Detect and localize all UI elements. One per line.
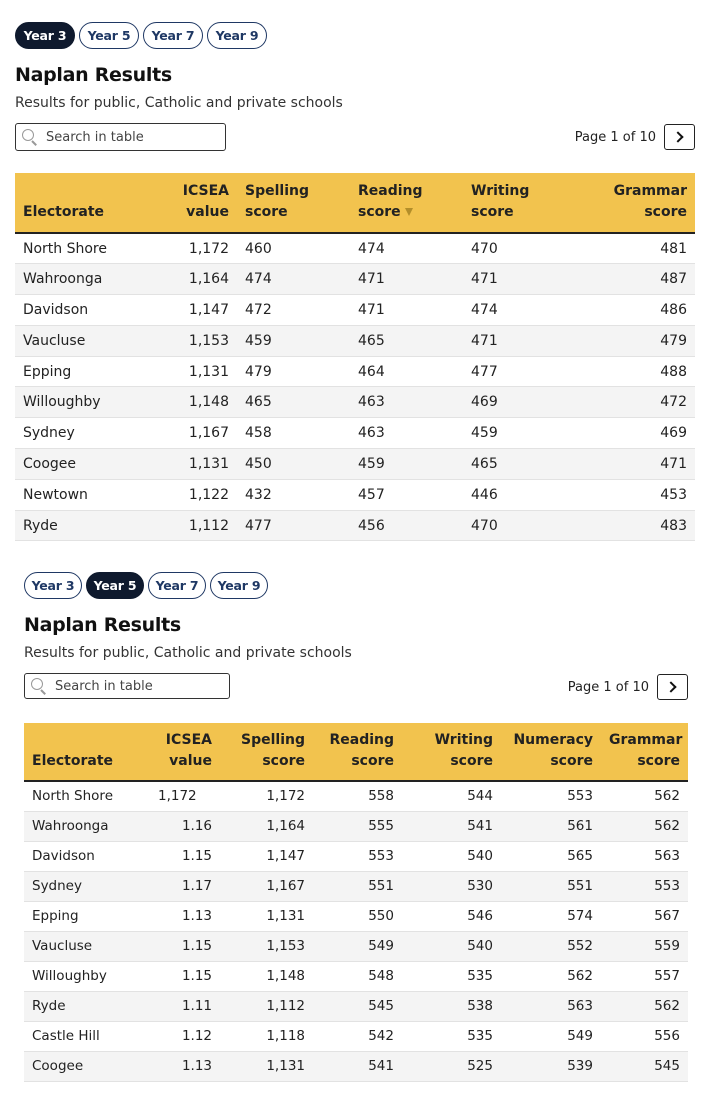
- table-row: [24, 991, 688, 1021]
- table-cell: 1.15: [151, 931, 220, 961]
- table-cell: 479: [565, 325, 695, 356]
- col-header-reading[interactable]: Reading score: [350, 173, 463, 233]
- table-row: [24, 961, 688, 991]
- cell-electorate: Newtown: [15, 479, 150, 510]
- next-page-button[interactable]: [664, 124, 695, 150]
- table-cell: 1,153: [150, 325, 237, 356]
- table-cell: 545: [313, 991, 402, 1021]
- table-cell: 456: [350, 510, 463, 541]
- table-controls: [15, 123, 695, 153]
- col-header-icsea[interactable]: ICSEA value: [150, 173, 237, 233]
- cell-electorate: Epping: [15, 356, 150, 387]
- table-row: [15, 356, 695, 387]
- table-cell: 545: [601, 1051, 688, 1081]
- year-tabs: [15, 22, 695, 49]
- table-row: [15, 449, 695, 480]
- table-cell: 472: [237, 295, 350, 326]
- tab-year-3[interactable]: Year 3: [24, 572, 82, 599]
- col-header-writing[interactable]: Writing score: [463, 173, 565, 233]
- table-cell: 549: [313, 931, 402, 961]
- sort-desc-icon: [405, 208, 413, 216]
- col-header-writing[interactable]: Writing score: [402, 723, 501, 781]
- table-cell: 488: [565, 356, 695, 387]
- table-cell: 540: [402, 841, 501, 871]
- naplan-widget-year3: [15, 22, 695, 541]
- table-body: [24, 781, 688, 1081]
- cell-electorate: Davidson: [15, 295, 150, 326]
- col-header-numeracy[interactable]: Numeracy score: [501, 723, 601, 781]
- table-cell: 535: [402, 1021, 501, 1051]
- pagination: [575, 123, 695, 151]
- table-cell: 469: [463, 387, 565, 418]
- table-cell: 1.13: [151, 901, 220, 931]
- cell-electorate: Coogee: [15, 449, 150, 480]
- table-cell: 1,164: [150, 264, 237, 295]
- table-cell: 549: [501, 1021, 601, 1051]
- table-cell: 562: [501, 961, 601, 991]
- table-row: [24, 811, 688, 841]
- table-cell: 565: [501, 841, 601, 871]
- table-cell: 465: [350, 325, 463, 356]
- table-cell: 557: [601, 961, 688, 991]
- cell-electorate: Vaucluse: [15, 325, 150, 356]
- table-cell: 1,172: [220, 781, 313, 811]
- tab-year-9[interactable]: Year 9: [210, 572, 268, 599]
- table-cell: 553: [313, 841, 402, 871]
- table-cell: 551: [313, 871, 402, 901]
- table-cell: 542: [313, 1021, 402, 1051]
- table-cell: 558: [313, 781, 402, 811]
- table-row: [15, 510, 695, 541]
- col-header-grammar[interactable]: Grammar score: [565, 173, 695, 233]
- table-cell: 474: [237, 264, 350, 295]
- table-cell: 471: [463, 325, 565, 356]
- table-cell: 556: [601, 1021, 688, 1051]
- table-cell: 459: [463, 418, 565, 449]
- table-cell: 463: [350, 387, 463, 418]
- table-cell: 460: [237, 233, 350, 264]
- table-cell: 432: [237, 479, 350, 510]
- table-cell: 1.16: [151, 811, 220, 841]
- table-cell: 553: [501, 781, 601, 811]
- table-row: [24, 781, 688, 811]
- table-cell: 1,131: [220, 901, 313, 931]
- cell-electorate: Wahroonga: [24, 811, 151, 841]
- table-cell: 1,131: [150, 449, 237, 480]
- table-cell: 1,131: [220, 1051, 313, 1081]
- col-header-icsea[interactable]: ICSEA value: [151, 723, 220, 781]
- tab-year-5[interactable]: Year 5: [86, 572, 144, 599]
- table-cell: 446: [463, 479, 565, 510]
- table-cell: 1,112: [220, 991, 313, 1021]
- col-header-grammar[interactable]: Grammar score: [601, 723, 688, 781]
- table-cell: 562: [601, 781, 688, 811]
- table-cell: 465: [237, 387, 350, 418]
- col-header-spelling[interactable]: Spelling score: [237, 173, 350, 233]
- tab-year-7[interactable]: Year 7: [148, 572, 206, 599]
- table-cell: 1,147: [150, 295, 237, 326]
- results-table: [15, 173, 695, 541]
- table-title: Naplan Results: [15, 64, 172, 86]
- table-cell: 563: [601, 841, 688, 871]
- table-controls: [24, 673, 688, 703]
- table-cell: 465: [463, 449, 565, 480]
- table-cell: 1,164: [220, 811, 313, 841]
- naplan-widget-year5: [24, 572, 688, 1082]
- cell-electorate: Epping: [24, 901, 151, 931]
- table-cell: 471: [463, 264, 565, 295]
- cell-electorate: Willoughby: [24, 961, 151, 991]
- year-tabs: [24, 572, 688, 599]
- cell-electorate: Wahroonga: [15, 264, 150, 295]
- table-cell: 481: [565, 233, 695, 264]
- table-row: [24, 841, 688, 871]
- table-cell: 1,167: [220, 871, 313, 901]
- table-cell: 1.11: [151, 991, 220, 1021]
- table-cell: 1.12: [151, 1021, 220, 1051]
- table-cell: 469: [565, 418, 695, 449]
- table-cell: 477: [463, 356, 565, 387]
- cell-electorate: Willoughby: [15, 387, 150, 418]
- next-page-button[interactable]: [657, 674, 688, 700]
- table-cell: 477: [237, 510, 350, 541]
- page-indicator: Page 1 of 10: [567, 679, 649, 695]
- table-header-row: [24, 723, 688, 781]
- cell-electorate: Davidson: [24, 841, 151, 871]
- table-cell: 539: [501, 1051, 601, 1081]
- search-icon: [31, 678, 47, 694]
- table-cell: 1,172: [151, 781, 220, 811]
- search-input[interactable]: [55, 679, 215, 694]
- table-cell: 474: [350, 233, 463, 264]
- search-box[interactable]: [15, 123, 226, 151]
- table-cell: 562: [601, 991, 688, 1021]
- table-row: [15, 233, 695, 264]
- table-cell: 483: [565, 510, 695, 541]
- pagination: [568, 673, 688, 701]
- table-cell: 563: [501, 991, 601, 1021]
- table-cell: 471: [350, 264, 463, 295]
- table-cell: 1.13: [151, 1051, 220, 1081]
- table-cell: 1,131: [150, 356, 237, 387]
- search-box[interactable]: [24, 673, 230, 699]
- table-title: Naplan Results: [24, 614, 181, 636]
- table-body: [15, 233, 695, 541]
- table-cell: 1,147: [220, 841, 313, 871]
- table-row: [15, 479, 695, 510]
- cell-electorate: Vaucluse: [24, 931, 151, 961]
- table-subtitle: Results for public, Catholic and private schools: [24, 645, 352, 661]
- table-cell: 562: [601, 811, 688, 841]
- table-cell: 540: [402, 931, 501, 961]
- table-cell: 450: [237, 449, 350, 480]
- table-cell: 1,153: [220, 931, 313, 961]
- table-cell: 535: [402, 961, 501, 991]
- table-cell: 471: [350, 295, 463, 326]
- cell-electorate: Castle Hill: [24, 1021, 151, 1051]
- chevron-right-icon: [665, 681, 676, 692]
- table-cell: 458: [237, 418, 350, 449]
- cell-electorate: Coogee: [24, 1051, 151, 1081]
- table-row: [15, 418, 695, 449]
- tab-year-9[interactable]: Year 9: [207, 22, 267, 49]
- table-cell: 561: [501, 811, 601, 841]
- table-cell: 552: [501, 931, 601, 961]
- table-cell: 459: [350, 449, 463, 480]
- cell-electorate: North Shore: [15, 233, 150, 264]
- results-table: [24, 723, 688, 1082]
- table-subtitle: Results for public, Catholic and private schools: [15, 95, 343, 111]
- table-cell: 474: [463, 295, 565, 326]
- table-cell: 457: [350, 479, 463, 510]
- table-cell: 559: [601, 931, 688, 961]
- table-cell: 472: [565, 387, 695, 418]
- table-cell: 1,148: [220, 961, 313, 991]
- table-header-row: [15, 173, 695, 233]
- table-cell: 464: [350, 356, 463, 387]
- table-cell: 486: [565, 295, 695, 326]
- table-cell: 541: [402, 811, 501, 841]
- table-cell: 574: [501, 901, 601, 931]
- tab-year-5[interactable]: Year 5: [79, 22, 139, 49]
- table-cell: 470: [463, 233, 565, 264]
- table-cell: 1.17: [151, 871, 220, 901]
- table-cell: 1,118: [220, 1021, 313, 1051]
- table-cell: 530: [402, 871, 501, 901]
- table-row: [15, 295, 695, 326]
- table-cell: 550: [313, 901, 402, 931]
- table-cell: 479: [237, 356, 350, 387]
- table-cell: 459: [237, 325, 350, 356]
- table-row: [24, 1051, 688, 1081]
- table-row: [15, 264, 695, 295]
- cell-electorate: Sydney: [24, 871, 151, 901]
- table-cell: 1,172: [150, 233, 237, 264]
- table-cell: 553: [601, 871, 688, 901]
- col-header-electorate[interactable]: Electorate: [15, 173, 150, 233]
- table-cell: 541: [313, 1051, 402, 1081]
- table-cell: 1,148: [150, 387, 237, 418]
- table-cell: 470: [463, 510, 565, 541]
- table-cell: 453: [565, 479, 695, 510]
- table-cell: 471: [565, 449, 695, 480]
- cell-electorate: Ryde: [24, 991, 151, 1021]
- table-row: [24, 1021, 688, 1051]
- cell-electorate: Ryde: [15, 510, 150, 541]
- cell-electorate: North Shore: [24, 781, 151, 811]
- table-row: [15, 325, 695, 356]
- table-row: [24, 901, 688, 931]
- col-header-reading[interactable]: Reading score: [313, 723, 402, 781]
- tab-year-7[interactable]: Year 7: [143, 22, 203, 49]
- table-cell: 1,122: [150, 479, 237, 510]
- table-cell: 548: [313, 961, 402, 991]
- table-cell: 538: [402, 991, 501, 1021]
- table-row: [24, 931, 688, 961]
- tab-year-3[interactable]: Year 3: [15, 22, 75, 49]
- table-cell: 567: [601, 901, 688, 931]
- table-cell: 551: [501, 871, 601, 901]
- table-cell: 463: [350, 418, 463, 449]
- table-cell: 544: [402, 781, 501, 811]
- col-header-spelling[interactable]: Spelling score: [220, 723, 313, 781]
- table-row: [24, 871, 688, 901]
- table-cell: 1.15: [151, 841, 220, 871]
- search-icon: [22, 129, 38, 145]
- col-header-electorate[interactable]: Electorate: [24, 723, 151, 781]
- table-row: [15, 387, 695, 418]
- page-indicator: Page 1 of 10: [574, 129, 656, 145]
- cell-electorate: Sydney: [15, 418, 150, 449]
- chevron-right-icon: [672, 131, 683, 142]
- table-cell: 1.15: [151, 961, 220, 991]
- search-input[interactable]: [46, 130, 206, 145]
- table-cell: 525: [402, 1051, 501, 1081]
- table-cell: 555: [313, 811, 402, 841]
- table-cell: 546: [402, 901, 501, 931]
- table-cell: 487: [565, 264, 695, 295]
- table-cell: 1,167: [150, 418, 237, 449]
- table-cell: 1,112: [150, 510, 237, 541]
